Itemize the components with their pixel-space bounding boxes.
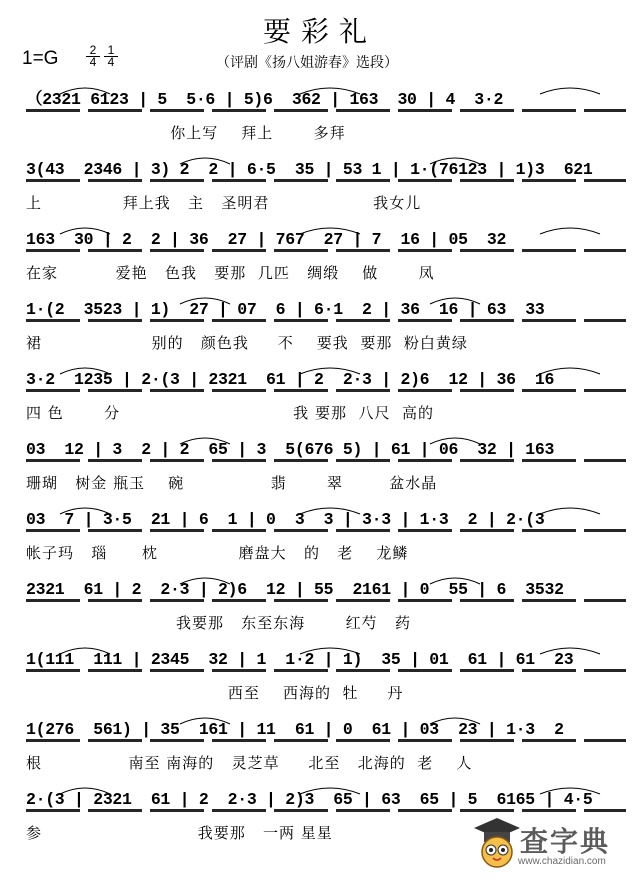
beam-underlines [26, 459, 626, 462]
score-system [0, 360, 640, 432]
lyric-line: 上 拜上我 主 圣明君 我女儿 [26, 194, 422, 212]
time-signature-denominator: 4 [89, 55, 97, 69]
score-system [0, 570, 640, 642]
lyric-line: 我要那 东至东海 红芍 药 [26, 614, 411, 632]
notation-line: 1·(2 3523 | 1) 27 | 07 6 | 6·1 2 | 36 16 | 63 33 [26, 300, 545, 319]
scholar-owl-icon [470, 812, 524, 872]
key-signature: 1=G [22, 48, 59, 69]
beam-underlines [26, 599, 626, 602]
lyric-line: 在家 爱艳 色我 要那 几匹 绸缎 做 凤 [26, 264, 435, 282]
beam-underlines [26, 249, 626, 252]
beam-underlines [26, 109, 626, 112]
notation-line: 2321 61 | 2 2·3 | 2)6 12 | 55 2161 | 0 55 | 6 3532 [26, 580, 564, 599]
time-signature-numerator: 1 [104, 45, 118, 57]
beam-underlines [26, 319, 626, 322]
source-note: （评剧《扬八姐游春》选段） [216, 55, 398, 71]
notation-line: 2·(3 | 2321 61 | 2 2·3 | 2)3 65 | 63 65 | 5 6165 | 4·5 [26, 790, 593, 809]
watermark-url: www.chazidian.com [518, 856, 606, 867]
score-system [0, 220, 640, 292]
lyric-line: 你上写 拜上 多拜 [26, 124, 346, 142]
lyric-line: 裙 别的 颜色我 不 要我 要那 粉白黄绿 [26, 334, 468, 352]
time-signature-numerator: 2 [86, 45, 100, 57]
notation-line: 3·2 1235 | 2·(3 | 2321 61 | 2 2·3 | 2)6 12 | 36 16 [26, 370, 555, 389]
time-signature-second [104, 45, 118, 68]
score-system [0, 710, 640, 782]
beam-underlines [26, 739, 626, 742]
lyric-line: 四 色 分 我 要那 八尺 高的 [26, 404, 435, 422]
score-system [0, 640, 640, 712]
score-system [0, 80, 640, 152]
time-signature-denominator: 4 [107, 55, 115, 69]
score-system [0, 430, 640, 502]
beam-underlines [26, 669, 626, 672]
watermark-logo [470, 812, 630, 874]
notation-line: 3(43 2346 | 3) 2 2 | 6·5 35 | 53 1 | 1·(76123 | 1)3 621 [26, 160, 593, 179]
notation-line: 03 7 | 3·5 21 | 6 1 | 0 3 3 | 3·3 | 1·3 2 | 2·(3 [26, 510, 545, 529]
lyric-line: 西至 西海的 牡 丹 [26, 684, 404, 702]
notation-line: 1(111 111 | 2345 32 | 1 1·2 | 1) 35 | 01 61 | 61 23 [26, 650, 574, 669]
beam-underlines [26, 179, 626, 182]
notation-line: 163 30 | 2 2 | 36 27 | 767 27 | 7 16 | 05 32 [26, 230, 507, 249]
notation-line: 1(276 561) | 35 161 | 11 61 | 0 61 | 03 23 | 1·3 2 [26, 720, 564, 739]
lyric-line: 参 我要那 一两 星星 [26, 824, 333, 842]
lyric-line: 珊瑚 树金 瓶玉 碗 翡 翠 盆水晶 [26, 474, 438, 492]
score-system [0, 500, 640, 572]
song-title: 要彩礼 [262, 15, 377, 48]
beam-underlines [26, 529, 626, 532]
lyric-line: 帐子玛 瑙 枕 磨盘大 的 老 龙鳞 [26, 544, 409, 562]
notation-line: （2321 6123 | 5 5·6 | 5)6 362 | 163 30 | 4 3·2 [26, 90, 504, 109]
score-system [0, 290, 640, 362]
score-system [0, 150, 640, 222]
lyric-line: 根 南至 南海的 灵芝草 北至 北海的 老 人 [26, 754, 473, 772]
time-signature-first [86, 45, 100, 68]
notation-line: 03 12 | 3 2 | 2 65 | 3 5(676 5) | 61 | 06 32 | 163 [26, 440, 555, 459]
watermark-brand: 查字典 [520, 825, 611, 858]
beam-underlines [26, 389, 626, 392]
